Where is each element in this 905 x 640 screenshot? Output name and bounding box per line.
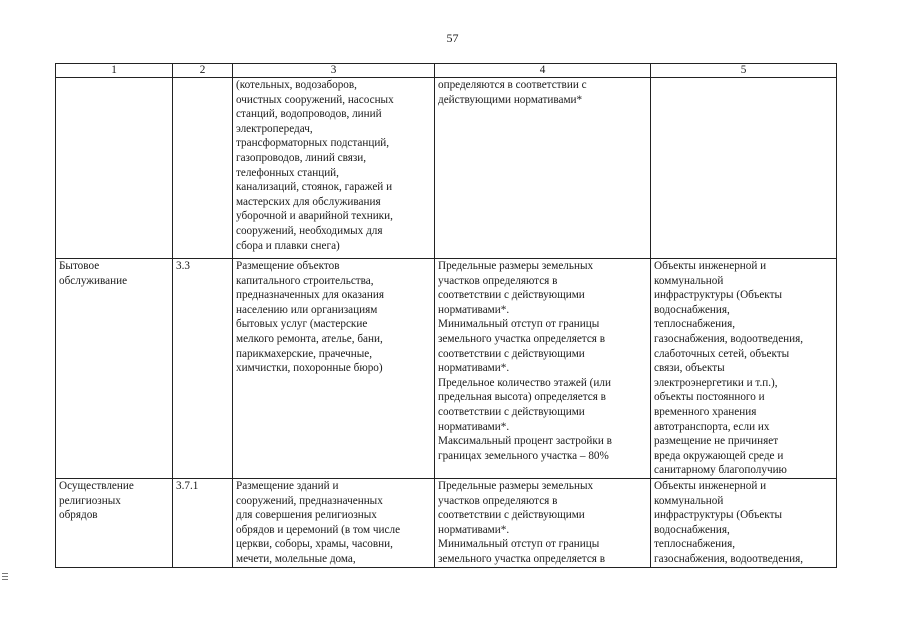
use-code-cell: 3.3: [173, 259, 233, 479]
table-row: [56, 259, 837, 479]
table-header-row: [56, 64, 837, 78]
use-code-cell: [173, 78, 233, 259]
column-header: 1: [56, 64, 173, 78]
conditional-uses-cell: [651, 78, 837, 259]
use-description-cell: Размещение объектов капитального строительства, предназначенных для оказания населению или организациям бытовых услуг (мастерские мелкого ремонта, ателье, бани, парикмахерские, прачечные, химчистки, похоронные бюро): [233, 259, 435, 479]
column-header: 5: [651, 64, 837, 78]
table-row: [56, 78, 837, 259]
column-header: 3: [233, 64, 435, 78]
use-name-cell: [56, 78, 173, 259]
conditional-uses-cell: Объекты инженерной и коммунальной инфраструктуры (Объекты водоснабжения, теплоснабжения, газоснабжения, водоотведения, слаботочных сетей, объекты связи, объекты электроэнергетики и т.п.), объекты постоянного и временного хранения автотранспорта, если их размещение не причиняет вреда окружающей среде и санитарному благополучию: [651, 259, 837, 479]
use-code-cell: 3.7.1: [173, 479, 233, 568]
parameters-cell: Предельные размеры земельных участков определяются в соответствии с действующими нормативами*. Минимальный отступ от границы земельного участка определяется в: [435, 479, 651, 568]
use-name-cell: Бытовое обслуживание: [56, 259, 173, 479]
scan-edge-mark: [2, 573, 8, 583]
parameters-cell: Предельные размеры земельных участков определяются в соответствии с действующими нормативами*. Минимальный отступ от границы земельного участка определяется в соответствии с действующими нормативами*. Предельное количество этажей (или предельная высота) определяется в соответствии с действующими нормативами*. Максимальный процент застройки в границах земельного участка – 80%: [435, 259, 651, 479]
use-description-cell: (котельных, водозаборов, очистных сооружений, насосных станций, водопроводов, линий электропередач, трансформаторных подстанций, газопроводов, линий связи, телефонных станций, канализаций, стоянок, гаражей и мастерских для обслуживания уборочной и аварийной техники, сооружений, необходимых для сбора и плавки снега): [233, 78, 435, 259]
column-header: 2: [173, 64, 233, 78]
land-use-table: [55, 63, 837, 568]
conditional-uses-cell: Объекты инженерной и коммунальной инфраструктуры (Объекты водоснабжения, теплоснабжения, газоснабжения, водоотведения,: [651, 479, 837, 568]
column-header: 4: [435, 64, 651, 78]
page-number: 57: [446, 31, 459, 45]
use-name-cell: Осуществление религиозных обрядов: [56, 479, 173, 568]
use-description-cell: Размещение зданий и сооружений, предназначенных для совершения религиозных обрядов и церемоний (в том числе церкви, соборы, храмы, часовни, мечети, молельные дома,: [233, 479, 435, 568]
parameters-cell: определяются в соответствии с действующими нормативами*: [435, 78, 651, 259]
table-row: [56, 479, 837, 568]
